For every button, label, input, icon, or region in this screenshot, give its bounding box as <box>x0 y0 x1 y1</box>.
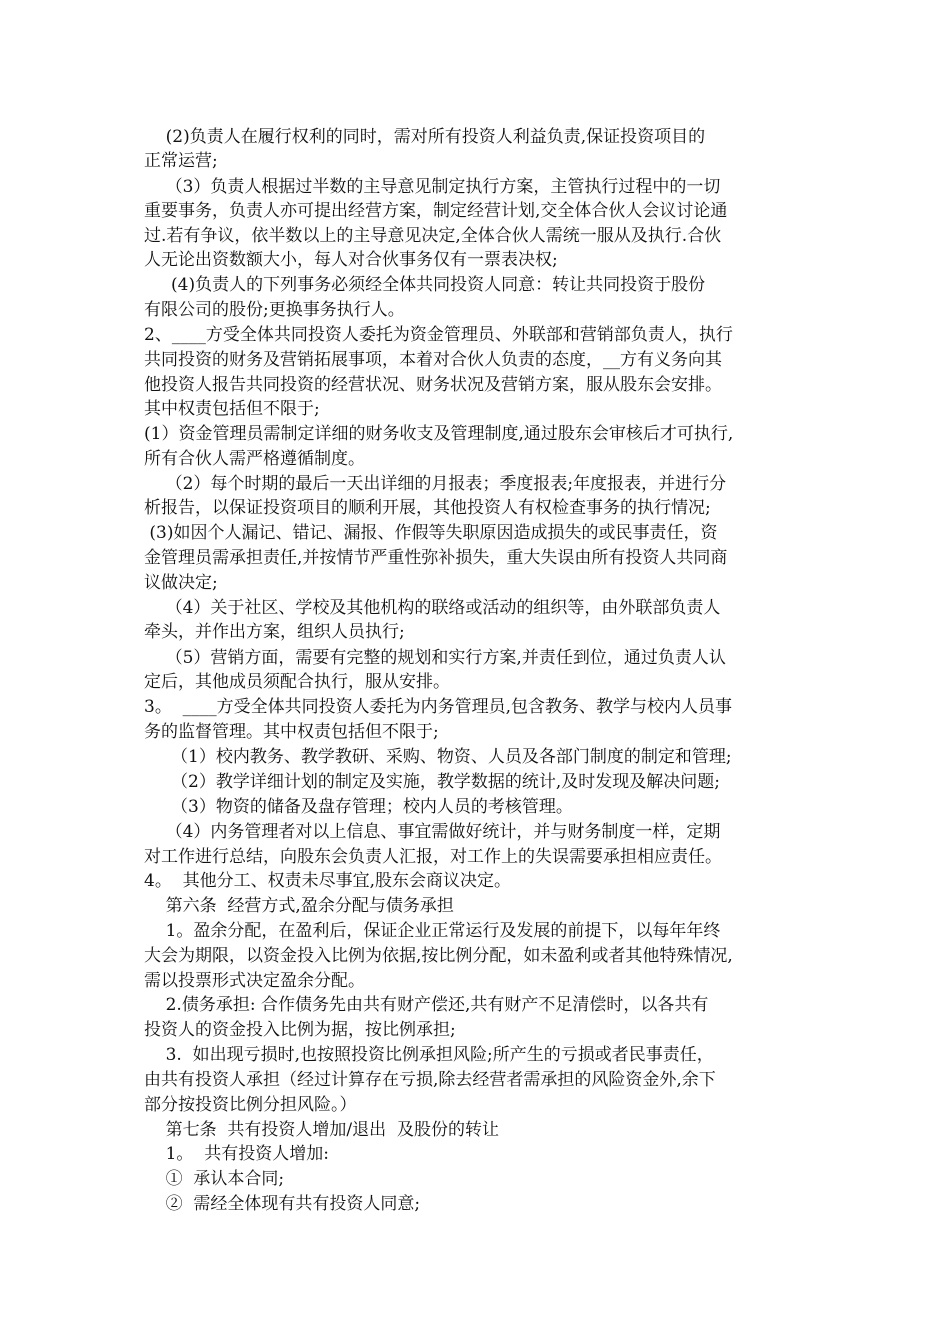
text-line: 部分按投资比例分担风险。） <box>144 1095 357 1115</box>
text-line: 务的监督管理。其中权责包括但不限于; <box>144 722 439 742</box>
text-line: (1）资金管理员需制定详细的财务收支及管理制度,通过股东会审核后才可执行, <box>144 424 734 444</box>
text-line: （3）物资的储备及盘存管理；校内人员的考核管理。 <box>144 797 573 817</box>
text-line: 他投资人报告共同投资的经营状况、财务状况及营销方案，服从股东会安排。 <box>144 375 722 395</box>
text-line: 共同投资的财务及营销拓展事项，本着对合伙人负责的态度，__方有义务向其 <box>144 350 722 370</box>
text-line: 金管理员需承担责任,并按情节严重性弥补损失，重大失误由所有投资人共同商 <box>144 548 728 568</box>
section-heading: 第七条 共有投资人增加/退出 及股份的转让 <box>144 1120 499 1140</box>
text-line: 对工作进行总结，向股东会负责人汇报，对工作上的失误需要承担相应责任。 <box>144 847 722 867</box>
text-line: 有限公司的股份;更换事务执行人。 <box>144 300 405 320</box>
text-line: 人无论出资数额大小，每人对合伙事务仅有一票表决权; <box>144 250 558 270</box>
text-line: 投资人的资金投入比例为据，按比例承担; <box>144 1020 456 1040</box>
text-line: 正常运营; <box>144 151 218 171</box>
text-line: ① 承认本合同; <box>144 1169 285 1189</box>
text-line: 所有合伙人需严格遵循制度。 <box>144 449 365 469</box>
text-line: 其中权责包括但不限于; <box>144 399 320 419</box>
text-line: 需以投票形式决定盈余分配。 <box>144 971 365 991</box>
text-line: 3. 如出现亏损时,也按照投资比例承担风险;所产生的亏损或者民事责任， <box>144 1045 714 1065</box>
text-line: （4）内务管理者对以上信息、事宜需做好统计，并与财务制度一样，定期 <box>144 822 721 842</box>
text-line: （1）校内教务、教学教研、采购、物资、人员及各部门制度的制定和管理; <box>144 747 732 767</box>
text-line: 定后，其他成员须配合执行，服从安排。 <box>144 672 450 692</box>
text-line: ② 需经全体现有共有投资人同意; <box>144 1194 421 1214</box>
text-line: 重要事务，负责人亦可提出经营方案，制定经营计划,交全体合伙人会议讨论通 <box>144 201 728 221</box>
text-line: （2）教学详细计划的制定及实施，教学数据的统计,及时发现及解决问题; <box>144 772 720 792</box>
text-line: 由共有投资人承担（经过计算存在亏损,除去经营者需承担的风险资金外,余下 <box>144 1070 716 1090</box>
text-line: 议做决定; <box>144 573 218 593</box>
text-line: （5）营销方面，需要有完整的规划和实行方案,并责任到位，通过负责人认 <box>144 648 726 668</box>
text-line: （2）每个时期的最后一天出详细的月报表；季度报表;年度报表，并进行分 <box>144 474 727 494</box>
text-line: 牵头，并作出方案，组织人员执行; <box>144 622 405 642</box>
section-heading: 第六条 经营方式,盈余分配与债务承担 <box>144 896 454 916</box>
text-line: 1。 共有投资人增加: <box>144 1144 329 1164</box>
text-line: （4）关于社区、学校及其他机构的联络或活动的组织等，由外联部负责人 <box>144 598 721 618</box>
text-line: 1。盈余分配，在盈利后，保证企业正常运行及发展的前提下，以每年年终 <box>144 921 721 941</box>
text-line: 3。 ____方受全体共同投资人委托为内务管理员,包含教务、教学与校内人员事 <box>144 697 733 717</box>
text-line: 大会为期限，以资金投入比例为依据,按比例分配，如未盈利或者其他特殊情况, <box>144 946 733 966</box>
text-line: 4。 其他分工、权责未尽事宜,股东会商议决定。 <box>144 871 512 891</box>
text-line: (4)负责人的下列事务必须经全体共同投资人同意：转让共同投资于股份 <box>144 275 706 295</box>
text-line: （3）负责人根据过半数的主导意见制定执行方案，主管执行过程中的一切 <box>144 177 721 197</box>
text-line: (3)如因个人漏记、错记、漏报、作假等失职原因造成损失的或民事责任，资 <box>144 523 718 543</box>
text-line: (2)负责人在履行权利的同时，需对所有投资人利益负责,保证投资项目的 <box>144 127 706 147</box>
text-line: 2、____方受全体共同投资人委托为资金管理员、外联部和营销部负责人，执行 <box>144 325 733 345</box>
text-line: 过.若有争议，依半数以上的主导意见决定,全体合伙人需统一服从及执行.合伙 <box>144 226 722 246</box>
text-line: 析报告，以保证投资项目的顺利开展，其他投资人有权检查事务的执行情况; <box>144 498 711 518</box>
text-line: 2.债务承担: 合作债务先由共有财产偿还,共有财产不足清偿时，以各共有 <box>144 995 709 1015</box>
